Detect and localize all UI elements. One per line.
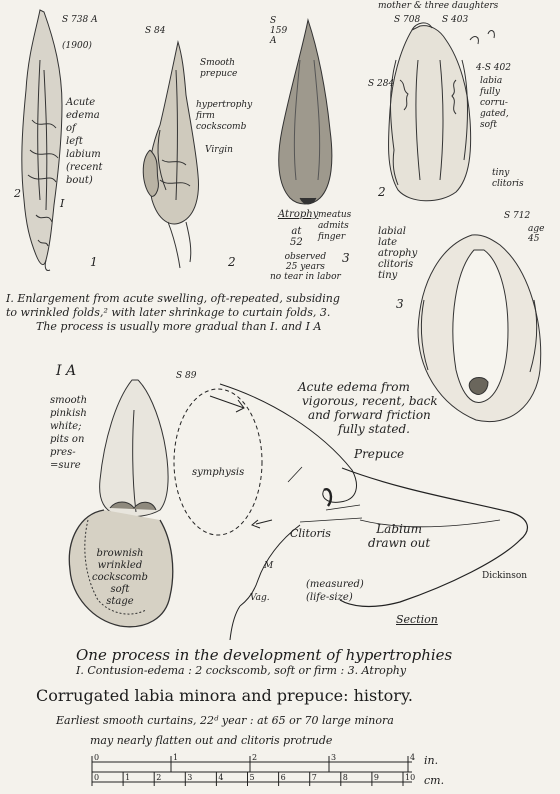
fig-late-desc	[378, 226, 417, 281]
section-heading-line: vigorous, recent, back	[302, 394, 438, 408]
fig1a-left-line: pinkish	[50, 408, 87, 419]
symphysis-label: symphysis	[192, 467, 245, 478]
fig3-observed-line: observed	[284, 252, 327, 262]
fig1-mark-i: I	[60, 197, 65, 210]
fig2-note-line: hypertrophy	[196, 100, 253, 110]
fig1-desc-line: of	[66, 123, 76, 134]
fig1-desc-line: labium	[66, 149, 101, 160]
fig2-number: 2	[228, 255, 236, 269]
fig-right-clitoris	[492, 168, 524, 190]
fig-late-desc-line: atrophy	[378, 248, 418, 259]
fig1-desc	[66, 96, 103, 187]
fig-late-desc-line: labial	[378, 226, 406, 237]
fig-right-desc	[480, 76, 509, 131]
vag-label: Vag.	[250, 593, 270, 603]
cm-tick-label: 7	[311, 773, 317, 782]
cm-tick-label: 10	[405, 773, 416, 782]
fig-late-age	[528, 224, 544, 244]
fig1-desc-line: (recent	[66, 162, 103, 173]
fig-late-desc-line: late	[378, 237, 398, 248]
figure-2-drawing	[143, 42, 198, 268]
fig3-ref	[270, 16, 287, 46]
fig2-note-b	[196, 100, 252, 133]
section-title: Section	[396, 613, 438, 626]
cm-tick-label: 1	[125, 773, 131, 782]
clitoris-label: Clitoris	[290, 527, 331, 540]
fig1-desc-line: edema	[66, 110, 100, 121]
fig3-ref-line: 159	[270, 26, 288, 36]
fig1a-lower-line: stage	[106, 596, 134, 607]
fig1-desc-line: bout)	[66, 175, 93, 186]
inch-tick-label: 4	[410, 753, 416, 762]
fig-right-desc-line: soft	[480, 120, 497, 130]
section-heading-line: and forward friction	[308, 408, 431, 422]
fig-right-desc-line: fully	[480, 87, 500, 97]
m-label: M	[264, 561, 274, 571]
section-heading	[298, 380, 438, 436]
fig-right-clitoris-line: tiny	[492, 168, 510, 178]
fig-right-desc-line: gated,	[480, 109, 509, 119]
fig-late-desc-line: clitoris	[378, 259, 414, 270]
fig1-desc-line: left	[66, 136, 83, 147]
measured-line: (life-size)	[306, 592, 353, 603]
fig2-ref: S 84	[145, 26, 166, 36]
fig1a-lower-line: wrinkled	[97, 560, 143, 571]
fig2-note-line: cockscomb	[196, 122, 247, 132]
fig3-meatus-line: finger	[318, 232, 346, 242]
labium-label	[368, 522, 430, 550]
fig3-observed	[270, 252, 341, 282]
plate-subtitle-2: may nearly flatten out and clitoris protrude	[90, 734, 333, 747]
caption-line: The process is usually more gradual than I. and I A	[36, 319, 322, 333]
figure-1-drawing	[22, 10, 65, 271]
section-heading-line: fully stated.	[338, 422, 410, 436]
family-note: mother & three daughters	[378, 1, 499, 11]
section-heading-line: Acute edema from	[298, 380, 410, 394]
fig3-number: 3	[342, 251, 350, 265]
fig-right-ref-c: S 284	[368, 79, 395, 89]
fig-late-age-line: age	[528, 224, 545, 234]
fig2-note-line: prepuce	[200, 69, 238, 79]
footer-line-1: One process in the development of hypertrophies	[76, 646, 453, 664]
fig-right-clitoris-line: clitoris	[492, 179, 524, 189]
fig1a-left-note	[50, 394, 87, 472]
fig3-meatus	[318, 210, 351, 243]
measured-note	[306, 578, 364, 604]
plate-title: Corrugated labia minora and prepuce: history.	[36, 686, 413, 705]
fig1-desc-line: Acute	[66, 97, 96, 108]
caption-line: to wrinkled folds,² with later shrinkage to curtain folds, 3.	[6, 305, 331, 319]
fig1a-left-line: pres-	[50, 447, 76, 458]
fig2-note-a	[200, 58, 237, 80]
cm-tick-label: 2	[156, 773, 162, 782]
fig1a-lower-line: brownish	[96, 548, 144, 559]
fig3-age-line: 52	[290, 237, 303, 248]
inch-tick-label: 0	[94, 753, 100, 762]
cm-tick-label: 4	[218, 773, 224, 782]
artist-signature: Dickinson	[482, 571, 528, 581]
fig-late-desc-line: tiny	[378, 270, 398, 281]
fig1a-ref: S 89	[176, 371, 197, 381]
fig3-meatus-line: meatus	[318, 210, 352, 220]
fig-late-number: 3	[396, 297, 404, 311]
fig3-age-line: at	[291, 226, 302, 237]
measured-line: (measured)	[306, 579, 364, 590]
fig1-year: (1900)	[62, 41, 92, 51]
inch-tick-label: 1	[173, 753, 179, 762]
inch-tick-label: 2	[252, 753, 258, 762]
fig-right-desc-line: corru-	[480, 98, 508, 108]
cm-tick-label: 9	[373, 773, 379, 782]
fig1a-label: I A	[56, 363, 77, 379]
fig3-meatus-line: admits	[318, 221, 349, 231]
footer-line-2: I. Contusion-edema : 2 cockscomb, soft or firm : 3. Atrophy	[76, 664, 407, 677]
fig3-atrophy: Atrophy	[278, 209, 319, 220]
fig3-ref-line: S	[270, 16, 277, 26]
figure-3-drawing	[279, 20, 332, 204]
process-caption	[6, 292, 340, 333]
cm-tick-label: 5	[249, 773, 255, 782]
cm-tick-label: 8	[342, 773, 348, 782]
fig2-virgin: Virgin	[205, 145, 233, 155]
fig3-observed-line: no tear in labor	[270, 272, 341, 282]
fig1a-left-line: pits on	[50, 434, 85, 445]
cm-tick-label: 0	[94, 773, 100, 782]
labium-line: drawn out	[368, 536, 431, 550]
fig1-number: 1	[90, 255, 98, 269]
fig1-ref: S 738 A	[62, 15, 98, 25]
fig-right-number: 2	[378, 185, 386, 199]
inch-tick-label: 3	[331, 753, 337, 762]
fig1a-lower-line: cockscomb	[92, 572, 148, 583]
fig1a-left-line: =sure	[50, 460, 81, 471]
prepuce-label: Prepuce	[354, 447, 405, 461]
fig1a-lower-line: soft	[110, 584, 130, 595]
cm-tick-label: 3	[187, 773, 193, 782]
labium-line: Labium	[376, 522, 422, 536]
fig3-age	[290, 226, 303, 248]
fig3-ref-line: A	[270, 36, 277, 46]
figure-right-drawing	[388, 23, 494, 201]
cm-tick-label: 6	[280, 773, 286, 782]
scale-cm-ticks	[92, 772, 415, 786]
fig1a-left-line: smooth	[50, 395, 88, 406]
caption-line: I. Enlargement from acute swelling, oft-repeated, subsiding	[6, 292, 340, 305]
plate-subtitle-1: Earliest smooth curtains, 22ᵈ year : at 65 or 70 large minora	[56, 714, 394, 727]
fig-right-ref-d: 4-S 402	[476, 63, 511, 73]
fig-right-ref-a: S 708	[394, 15, 421, 25]
scale-cm-label: cm.	[424, 774, 445, 787]
fig2-note-line: Smooth	[200, 58, 235, 68]
fig3-observed-line: 25 years	[285, 262, 325, 272]
fig1-mark-2: 2	[14, 187, 21, 200]
fig-late-age-line: 45	[528, 234, 540, 244]
fig1a-left-line: white;	[50, 421, 82, 432]
scale-inch-label: in.	[424, 754, 439, 767]
fig-right-ref-b: S 403	[442, 15, 469, 25]
fig-late-ref: S 712	[504, 211, 531, 221]
fig2-note-line: firm	[196, 111, 215, 121]
fig1a-lower-note	[92, 548, 148, 608]
fig-right-desc-line: labia	[480, 76, 503, 86]
